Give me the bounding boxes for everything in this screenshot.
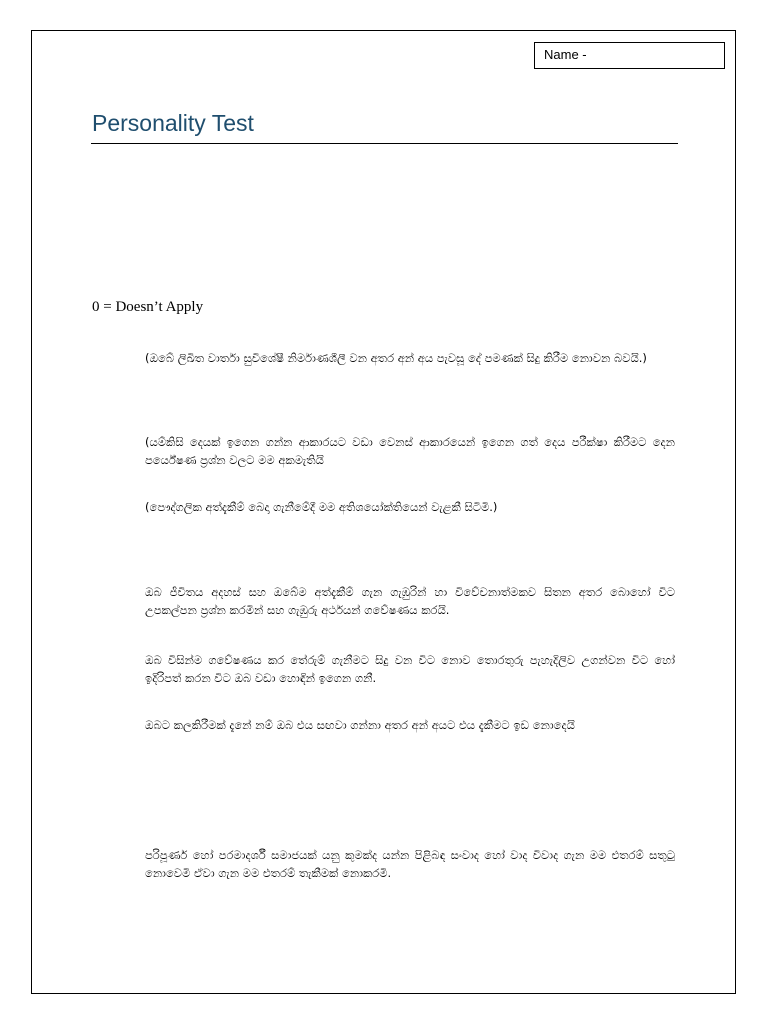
title-divider [91, 143, 678, 144]
question-item-1: (ඔබේ ලිඛිත වාර්තා සුවිශේෂී නිර්මාණශීලී වන අතර අන් අය පැවසූ දේ පමණක් සිදු කිරීම නොවන බවයි.) [145, 351, 647, 365]
name-field-label: Name - [544, 47, 587, 62]
question-item-2: (යම්කිසි දෙයක් ඉගෙන ගන්න ආකාරයට වඩා වෙනස් ආකාරයෙන් ඉගෙන ගත් දෙය පරීක්ෂා කිරීමට දෙන පර්යේෂණ ප්‍රශ්න වලට මම අකමැතියි [145, 435, 675, 467]
question-item-4: ඔබ ජීවිතය අදහස් සහ ඔබේම අත්දැකීම් ගැන ගැඹුරින් හා විවේචනාත්මකව සිතන අතර බොහෝ විට උපකල්පන ප්‍රශ්න කරමින් සහ ගැඹුරු අර්ථයන් ගවේෂණය කරයි. [145, 585, 675, 617]
question-item-6: ඔබට කලකිරීමක් දැනේ නම් ඔබ එය සඟවා ගන්නා අතර අන් අයට එය දැකීමට ඉඩ නොදෙයි [145, 718, 575, 732]
question-item-3: (පෞද්ගලික අත්දැකීම් බෙදා ගැනීමේදී මම අතිශයෝක්තියෙන් වැළකී සිටිමි.) [145, 500, 498, 514]
page-title: Personality Test [92, 110, 254, 136]
question-item-5: ඔබ විසින්ම ගවේෂණය කර තේරුම් ගැනීමට සිදු වන විට නොව තොරතුරු පැහැදිලිව උගන්වන විට හෝ ඉදිරිපත් කරන විට ඔබ වඩා හොඳින් ඉගෙන ගනී. [145, 653, 675, 685]
scale-legend: 0 = Doesn’t Apply [92, 299, 204, 315]
name-field[interactable] [534, 42, 725, 69]
question-item-7: පරිපූර්ණ හෝ පරමාදර්ශී සමාජයක් යනු කුමක්ද යන්න පිළිබඳ සංවාද හෝ වාද විවාද ගැන මම එතරම් සතුටු නොවෙමි ඒවා ගැන මම එතරම් තැකීමක් නොකරමි. [145, 848, 675, 880]
